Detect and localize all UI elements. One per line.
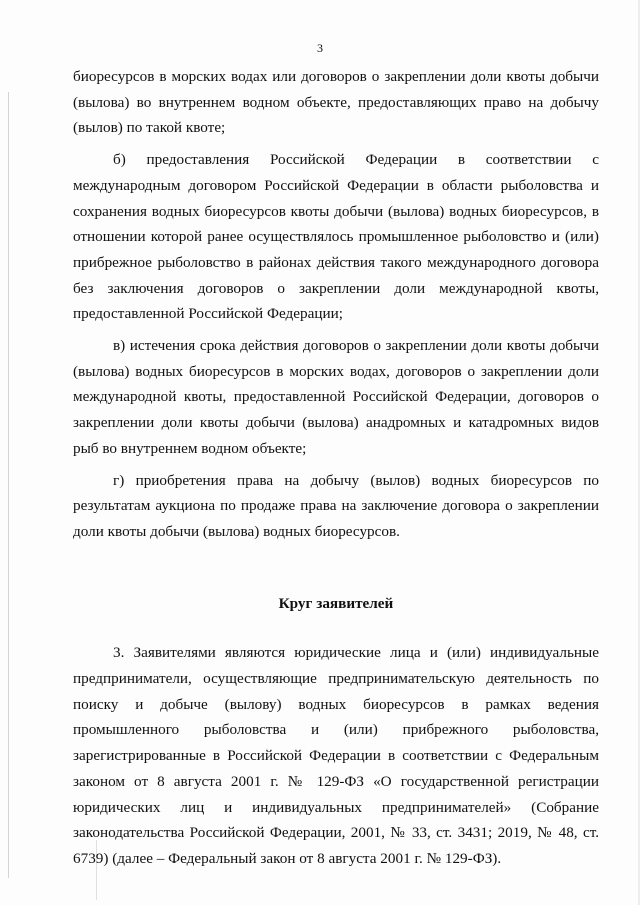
- section-heading: Круг заявителей: [278, 594, 394, 612]
- paragraph-item-g: г) приобретения права на добычу (вылов) водных биоресурсов по результатам аукциона по продаже права на заключение договора о закреплении доли квоты добычи (вылова) водных биоресурсов.: [73, 471, 599, 540]
- document-body: [73, 64, 599, 872]
- paragraph-item-b: б) предоставления Российской Федерации в соответствии с международным договором Российской Федерации в области рыболовства и сохранения водных биоресурсов квоты добычи (вылова) водных биоресурсов, в отношении которой ранее осуществлялось промышленное рыболовство и (или) прибрежное рыболовство в районах действия такого международного договора без заключения договоров о закреплении доли международной квоты, предоставленной Российской Федерации;: [73, 151, 599, 323]
- paragraph-applicants: 3. Заявителями являются юридические лица и (или) индивидуальные предприниматели, осуществляющие предпринимательскую деятельность по поиску и добыче (вылову) водных биоресурсов в рамках ведения промышленного рыболовства и (или) прибрежного рыболовства, зарегистрированные в Российской Федерации в соответствии с Федеральным законом от 8 августа 2001 г. № 129-ФЗ «О государственной регистрации юридических лиц и индивидуальных предпринимателей» (Собрание законодательства Российской Федерации, 2001, № 33, ст. 3431; 2019, № 48, ст. 6739) (далее – Федеральный закон от 8 августа 2001 г. № 129-ФЗ).: [73, 644, 599, 867]
- scan-artifact-line: [8, 92, 9, 878]
- paragraph-item-v: в) истечения срока действия договоров о закреплении доли квоты добычи (вылова) водных биоресурсов в морских водах, договоров о закреплении доли международной квоты, предоставленной Российской Федерации, договоров о закреплении доли квоты добычи (вылова) анадромных и катадромных видов рыб во внутреннем водном объекте;: [73, 337, 599, 457]
- paragraph-continuation: биоресурсов в морских водах или договоров о закреплении доли квоты добычи (вылова) во внутреннем водном объекте, предоставляющих право на добычу (вылов) по такой квоте;: [73, 68, 599, 137]
- page-number: 3: [317, 41, 323, 55]
